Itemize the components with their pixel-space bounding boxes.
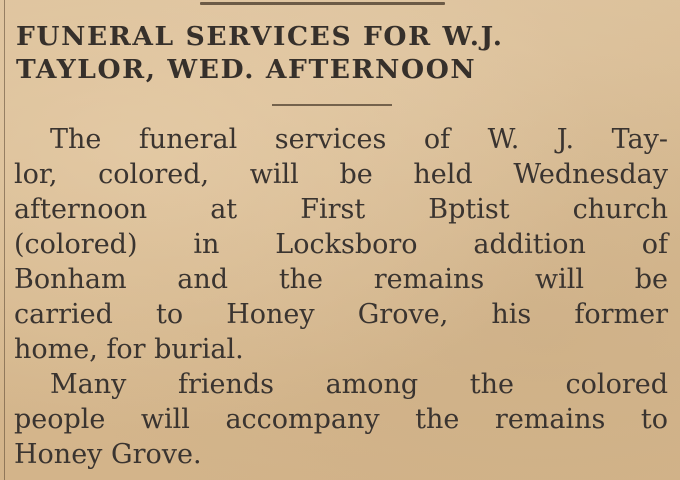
paragraph-1 [14, 122, 668, 367]
text-line: Honey Grove. [14, 439, 202, 470]
text-line: Bonham and the remains will be [14, 264, 668, 295]
column-rule [4, 0, 5, 480]
top-divider [200, 2, 445, 5]
text-line: afternoon at First Bptist church [14, 194, 668, 225]
headline [16, 20, 616, 86]
text-line: lor, colored, will be held Wednesday [14, 159, 668, 190]
text-line: people will accompany the remains to [14, 404, 668, 435]
headline-divider [272, 104, 392, 106]
text-line: (colored) in Locksboro addition of [14, 229, 668, 260]
text-line: carried to Honey Grove, his former [14, 299, 668, 330]
paragraph-2 [14, 367, 668, 472]
text-line: The funeral services of W. J. Tay- [50, 124, 668, 155]
text-line: home, for burial. [14, 334, 244, 365]
text-line: Many friends among the colored [50, 369, 668, 400]
headline-line-1: FUNERAL SERVICES FOR W.J. [16, 21, 504, 52]
article-body [14, 122, 668, 472]
headline-line-2: TAYLOR, WED. AFTERNOON [16, 54, 477, 85]
